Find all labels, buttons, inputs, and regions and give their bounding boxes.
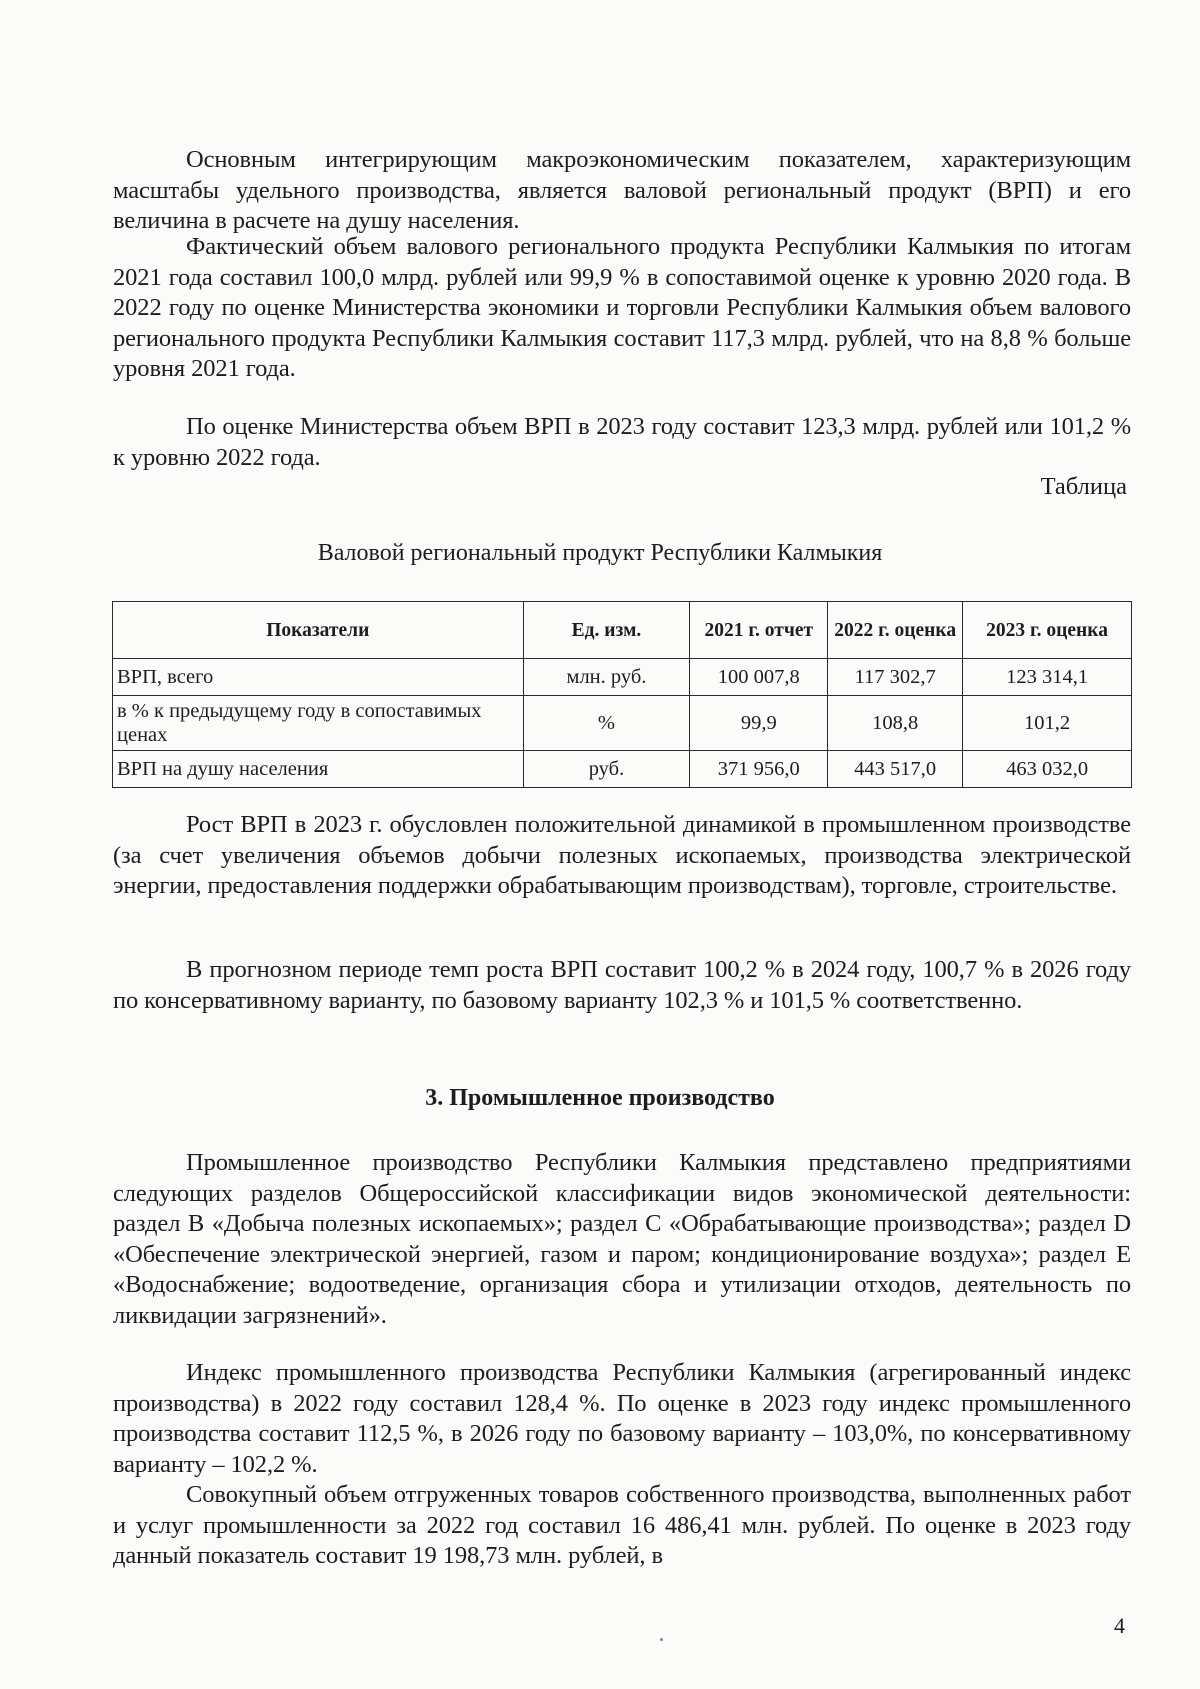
paragraph-grp-2023: По оценке Министерства объем ВРП в 2023 году составит 123,3 млрд. рублей или 101,2 % к уровню 2022 года. [113, 413, 1131, 471]
table-title: Валовой региональный продукт Республики Калмыкия [317, 540, 883, 566]
scan-speck [660, 1638, 663, 1641]
paragraph-industrial-index: Индекс промышленного производства Республики Калмыкия (агрегированный индекс производства) в 2022 году составил 128,4 %. По оценке в 2023 году индекс промышленного производства составит 112,5 %, в 2026 году по базовому варианту – 103,0%, по консервативному варианту – 102,2 %. [113, 1359, 1131, 1478]
row-value-2022: 443 517,0 [828, 751, 963, 788]
paragraph-grp-definition: Основным интегрирующим макроэкономическим показателем, характеризующим масштабы удельного производства, является валовой региональный продукт (ВРП) и его величина в расчете на душу населения. [113, 146, 1131, 234]
paragraph-shipped-volume: Совокупный объем отгруженных товаров собственного производства, выполненных работ и услуг промышленности за 2022 год составил 16 486,41 млн. рублей. По оценке в 2023 году данный показатель составит 19 198,73 млн. рублей, в [113, 1481, 1131, 1569]
grp-table [112, 601, 1132, 788]
row-value-2021: 100 007,8 [690, 659, 828, 696]
row-value-2023: 123 314,1 [963, 659, 1132, 696]
row-label: ВРП, всего [113, 659, 524, 696]
row-value-2023: 463 032,0 [963, 751, 1132, 788]
header-unit: Ед. изм. [523, 602, 690, 659]
header-2021: 2021 г. отчет [690, 602, 828, 659]
row-unit: % [523, 696, 690, 751]
header-indicators: Показатели [113, 602, 524, 659]
row-label: в % к предыдущему году в сопоставимых ценах [113, 696, 524, 751]
paragraph-grp-actual: Фактический объем валового регионального продукта Республики Калмыкия по итогам 2021 года составил 100,0 млрд. рублей или 99,9 % в сопоставимой оценке к уровню 2020 года. В 2022 году по оценке Министерства экономики и торговли Республики Калмыкия объем валового регионального продукта Республики Калмыкия составит 117,3 млрд. рублей, что на 8,8 % больше уровня 2021 года. [113, 233, 1131, 382]
row-value-2021: 371 956,0 [690, 751, 828, 788]
paragraph-grp-growth: Рост ВРП в 2023 г. обусловлен положительной динамикой в промышленном производстве (за счет увеличения объемов добычи полезных ископаемых, производства электрической энергии, предоставления поддержки обрабатывающим производствам), торговле, строительстве. [113, 811, 1131, 899]
page-number: 4 [1114, 1613, 1125, 1638]
paragraph-forecast: В прогнозном периоде темп роста ВРП составит 100,2 % в 2024 году, 100,7 % в 2026 году по консервативному варианту, по базовому варианту 102,3 % и 101,5 % соответственно. [113, 956, 1131, 1014]
row-value-2022: 108,8 [828, 696, 963, 751]
row-unit: млн. руб. [523, 659, 690, 696]
table-label: Таблица [1040, 473, 1127, 500]
row-unit: руб. [523, 751, 690, 788]
paragraph-industry-structure: Промышленное производство Республики Калмыкия представлено предприятиями следующих разделов Общероссийской классификации видов экономической деятельности: раздел B «Добыча полезных ископаемых»; раздел C «Обрабатывающие производства»; раздел D «Обеспечение электрической энергией, газом и паром; кондиционирование воздуха»; раздел E «Водоснабжение; водоотведение, организация сбора и утилизации отходов, деятельность по ликвидации загрязнений». [113, 1149, 1131, 1329]
row-value-2021: 99,9 [690, 696, 828, 751]
section-title: 3. Промышленное производство [425, 1085, 775, 1111]
header-2022: 2022 г. оценка [828, 602, 963, 659]
table-header-row [113, 602, 1132, 659]
table-row [113, 696, 1132, 751]
header-2023: 2023 г. оценка [963, 602, 1132, 659]
row-label: ВРП на душу населения [113, 751, 524, 788]
row-value-2022: 117 302,7 [828, 659, 963, 696]
table-row [113, 751, 1132, 788]
table-row [113, 659, 1132, 696]
row-value-2023: 101,2 [963, 696, 1132, 751]
